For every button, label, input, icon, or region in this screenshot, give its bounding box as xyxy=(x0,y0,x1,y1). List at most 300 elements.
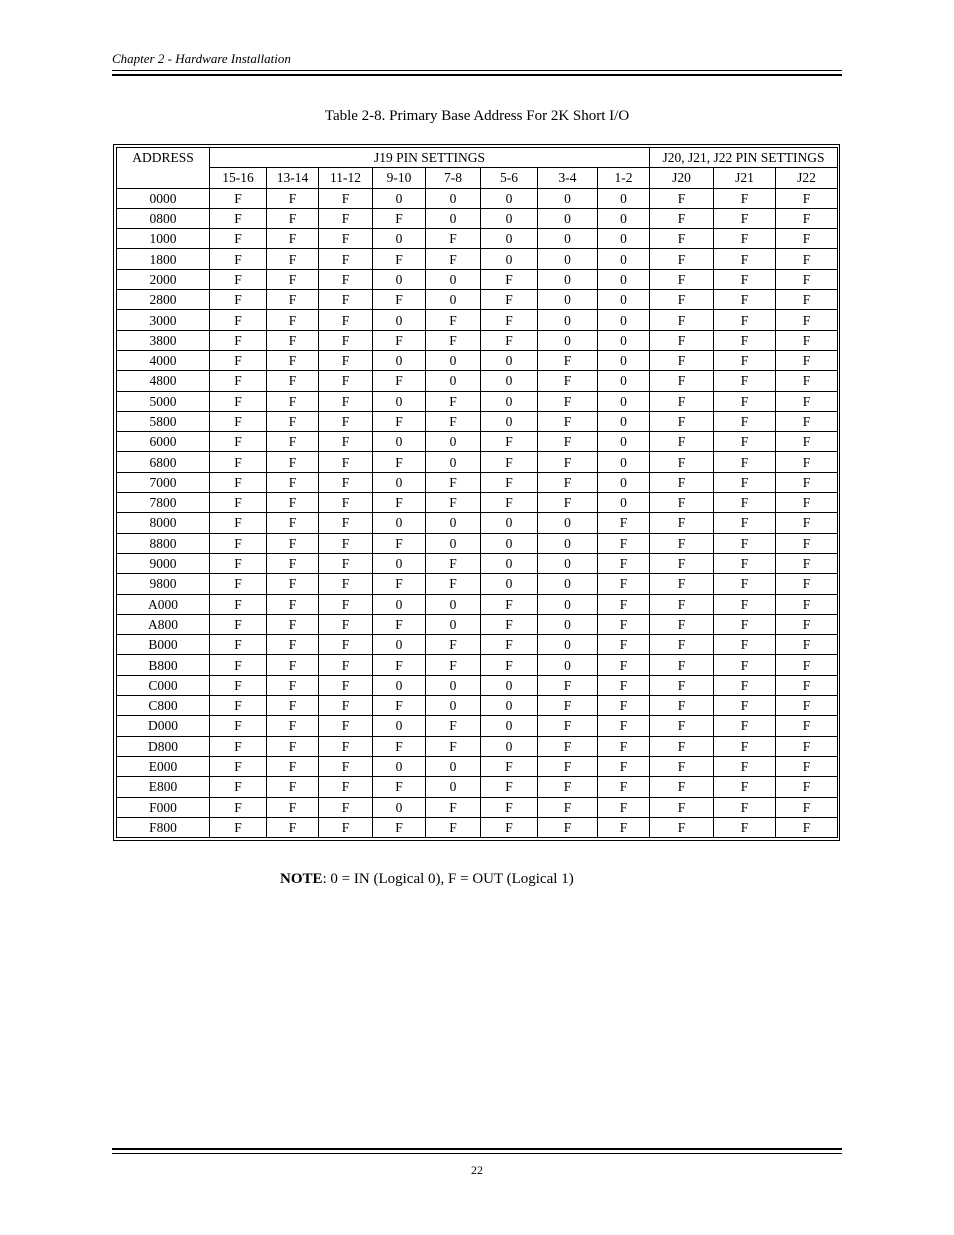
address-cell: 6000 xyxy=(117,432,210,452)
pin-setting-cell: F xyxy=(538,736,598,756)
table-row xyxy=(117,432,838,452)
pin-setting-cell: 0 xyxy=(598,208,650,228)
pin-setting-cell: 0 xyxy=(538,269,598,289)
pin-setting-cell: F xyxy=(373,817,426,837)
pin-setting-cell: 0 xyxy=(481,411,538,431)
pin-setting-cell: 0 xyxy=(598,229,650,249)
base-address-table xyxy=(116,147,838,838)
pin-setting-cell: F xyxy=(538,411,598,431)
column-header: 15-16 xyxy=(210,168,267,188)
pin-setting-cell: F xyxy=(210,432,267,452)
pin-setting-cell: 0 xyxy=(426,614,481,634)
pin-setting-cell: F xyxy=(210,756,267,776)
pin-setting-cell: F xyxy=(426,229,481,249)
pin-setting-cell: F xyxy=(319,655,373,675)
pin-setting-cell: F xyxy=(267,472,319,492)
pin-setting-cell: F xyxy=(714,188,776,208)
pin-setting-cell: 0 xyxy=(373,310,426,330)
table-row xyxy=(117,675,838,695)
pin-setting-cell: F xyxy=(650,472,714,492)
page-number: 22 xyxy=(471,1163,483,1177)
pin-setting-cell: F xyxy=(776,493,838,513)
pin-setting-cell: F xyxy=(714,553,776,573)
pin-setting-cell: 0 xyxy=(598,310,650,330)
pin-setting-cell: F xyxy=(210,533,267,553)
pin-setting-cell: F xyxy=(373,290,426,310)
pin-setting-cell: F xyxy=(426,797,481,817)
pin-setting-cell: 0 xyxy=(481,736,538,756)
pin-setting-cell: F xyxy=(210,635,267,655)
pin-setting-cell: F xyxy=(481,432,538,452)
pin-setting-cell: F xyxy=(210,330,267,350)
pin-setting-cell: F xyxy=(426,330,481,350)
address-cell: 1800 xyxy=(117,249,210,269)
pin-setting-cell: F xyxy=(714,249,776,269)
pin-setting-cell: F xyxy=(267,533,319,553)
address-cell: 6800 xyxy=(117,452,210,472)
pin-setting-cell: F xyxy=(267,614,319,634)
pin-setting-cell: F xyxy=(319,330,373,350)
pin-setting-cell: F xyxy=(267,330,319,350)
pin-setting-cell: F xyxy=(319,675,373,695)
address-cell: 1000 xyxy=(117,229,210,249)
pin-setting-cell: 0 xyxy=(373,391,426,411)
pin-setting-cell: F xyxy=(598,797,650,817)
pin-setting-cell: F xyxy=(538,432,598,452)
pin-setting-cell: 0 xyxy=(538,330,598,350)
pin-setting-cell: F xyxy=(267,817,319,837)
pin-setting-cell: 0 xyxy=(426,290,481,310)
pin-setting-cell: F xyxy=(538,675,598,695)
column-header-row xyxy=(117,168,838,188)
pin-setting-cell: F xyxy=(650,188,714,208)
pin-setting-cell: F xyxy=(267,188,319,208)
pin-setting-cell: F xyxy=(426,553,481,573)
pin-setting-cell: F xyxy=(373,533,426,553)
pin-setting-cell: 0 xyxy=(481,675,538,695)
pin-setting-cell: 0 xyxy=(538,533,598,553)
pin-setting-cell: F xyxy=(267,249,319,269)
pin-setting-cell: F xyxy=(481,614,538,634)
pin-setting-cell: F xyxy=(650,350,714,370)
pin-setting-cell: 0 xyxy=(481,229,538,249)
pin-setting-cell: F xyxy=(714,472,776,492)
pin-setting-cell: F xyxy=(776,696,838,716)
pin-setting-cell: F xyxy=(373,411,426,431)
column-header: 5-6 xyxy=(481,168,538,188)
pin-setting-cell: F xyxy=(267,736,319,756)
pin-setting-cell: F xyxy=(319,777,373,797)
pin-setting-cell: 0 xyxy=(481,696,538,716)
pin-setting-cell: F xyxy=(714,756,776,776)
pin-setting-cell: F xyxy=(319,513,373,533)
address-cell: 3000 xyxy=(117,310,210,330)
table-row xyxy=(117,330,838,350)
group-header-row xyxy=(117,148,838,168)
pin-setting-cell: F xyxy=(481,330,538,350)
pin-setting-cell: F xyxy=(776,797,838,817)
pin-setting-cell: F xyxy=(319,696,373,716)
pin-setting-cell: F xyxy=(776,432,838,452)
pin-setting-cell: F xyxy=(267,229,319,249)
pin-setting-cell: F xyxy=(598,655,650,675)
address-cell: D800 xyxy=(117,736,210,756)
pin-setting-cell: F xyxy=(776,391,838,411)
pin-setting-cell: F xyxy=(210,290,267,310)
footer-rule-bottom xyxy=(112,1153,842,1154)
pin-setting-cell: F xyxy=(319,188,373,208)
table-body xyxy=(117,188,838,838)
pin-setting-cell: F xyxy=(267,310,319,330)
column-header: 11-12 xyxy=(319,168,373,188)
pin-setting-cell: F xyxy=(714,594,776,614)
column-header: J21 xyxy=(714,168,776,188)
header-rule-bottom xyxy=(112,74,842,76)
pin-setting-cell: F xyxy=(426,655,481,675)
pin-setting-cell: F xyxy=(373,208,426,228)
pin-setting-cell: F xyxy=(481,777,538,797)
column-header: 7-8 xyxy=(426,168,481,188)
table-frame xyxy=(113,144,840,841)
pin-setting-cell: F xyxy=(650,817,714,837)
pin-setting-cell: F xyxy=(210,797,267,817)
pin-setting-cell: 0 xyxy=(426,432,481,452)
pin-setting-cell: F xyxy=(481,756,538,776)
pin-setting-cell: F xyxy=(650,614,714,634)
table-row xyxy=(117,249,838,269)
pin-setting-cell: F xyxy=(650,635,714,655)
pin-setting-cell: F xyxy=(319,553,373,573)
pin-setting-cell: F xyxy=(714,310,776,330)
table-row xyxy=(117,574,838,594)
column-header: J20 xyxy=(650,168,714,188)
pin-setting-cell: 0 xyxy=(481,350,538,370)
address-cell: 2000 xyxy=(117,269,210,289)
pin-setting-cell: F xyxy=(426,817,481,837)
pin-setting-cell: 0 xyxy=(373,472,426,492)
pin-setting-cell: 0 xyxy=(598,432,650,452)
address-cell: E800 xyxy=(117,777,210,797)
pin-setting-cell: 0 xyxy=(373,797,426,817)
pin-setting-cell: 0 xyxy=(373,756,426,776)
table-row xyxy=(117,777,838,797)
chapter-header: Chapter 2 - Hardware Installation xyxy=(112,51,291,66)
pin-setting-cell: 0 xyxy=(426,513,481,533)
pin-setting-cell: 0 xyxy=(538,249,598,269)
table-row xyxy=(117,614,838,634)
table-caption: Table 2-8. Primary Base Address For 2K Short I/O xyxy=(324,108,630,124)
pin-setting-cell: 0 xyxy=(538,229,598,249)
table-row xyxy=(117,817,838,837)
pin-setting-cell: F xyxy=(267,371,319,391)
pin-setting-cell: 0 xyxy=(426,675,481,695)
pin-setting-cell: F xyxy=(267,797,319,817)
pin-setting-cell: F xyxy=(650,594,714,614)
pin-setting-cell: F xyxy=(714,269,776,289)
pin-setting-cell: F xyxy=(776,736,838,756)
pin-setting-cell: F xyxy=(650,675,714,695)
pin-setting-cell: F xyxy=(373,614,426,634)
pin-setting-cell: F xyxy=(267,675,319,695)
pin-setting-cell: F xyxy=(538,777,598,797)
header-rule-top xyxy=(112,70,842,71)
pin-setting-cell: F xyxy=(319,208,373,228)
address-cell: 4000 xyxy=(117,350,210,370)
pin-setting-cell: 0 xyxy=(426,696,481,716)
address-cell: B000 xyxy=(117,635,210,655)
pin-setting-cell: 0 xyxy=(373,553,426,573)
pin-setting-cell: F xyxy=(538,493,598,513)
pin-setting-cell: F xyxy=(714,391,776,411)
pin-setting-cell: F xyxy=(373,655,426,675)
pin-setting-cell: F xyxy=(776,269,838,289)
address-cell: 7000 xyxy=(117,472,210,492)
address-cell: 0000 xyxy=(117,188,210,208)
pin-setting-cell: F xyxy=(210,229,267,249)
pin-setting-cell: F xyxy=(210,614,267,634)
pin-setting-cell: F xyxy=(210,472,267,492)
pin-setting-cell: F xyxy=(426,716,481,736)
footer-rule-top xyxy=(112,1148,842,1150)
pin-setting-cell: F xyxy=(481,493,538,513)
pin-setting-cell: 0 xyxy=(598,411,650,431)
j20-j22-group-header: J20, J21, J22 PIN SETTINGS xyxy=(650,148,838,168)
pin-setting-cell: F xyxy=(776,614,838,634)
pin-setting-cell: F xyxy=(714,635,776,655)
pin-setting-cell: F xyxy=(481,269,538,289)
pin-setting-cell: F xyxy=(650,696,714,716)
pin-setting-cell: F xyxy=(210,411,267,431)
pin-setting-cell: F xyxy=(319,452,373,472)
pin-setting-cell: F xyxy=(481,290,538,310)
pin-setting-cell: 0 xyxy=(598,493,650,513)
pin-setting-cell: F xyxy=(650,290,714,310)
pin-setting-cell: F xyxy=(267,635,319,655)
address-cell: C800 xyxy=(117,696,210,716)
table-row xyxy=(117,553,838,573)
column-header: 13-14 xyxy=(267,168,319,188)
pin-setting-cell: F xyxy=(714,574,776,594)
pin-setting-cell: F xyxy=(319,249,373,269)
pin-setting-cell: 0 xyxy=(481,513,538,533)
pin-setting-cell: F xyxy=(538,817,598,837)
pin-setting-cell: F xyxy=(319,594,373,614)
pin-setting-cell: 0 xyxy=(481,533,538,553)
pin-setting-cell: F xyxy=(210,817,267,837)
pin-setting-cell: F xyxy=(650,269,714,289)
pin-setting-cell: F xyxy=(714,655,776,675)
table-row xyxy=(117,269,838,289)
pin-setting-cell: 0 xyxy=(481,249,538,269)
pin-setting-cell: 0 xyxy=(426,208,481,228)
pin-setting-cell: F xyxy=(481,797,538,817)
pin-setting-cell: F xyxy=(714,411,776,431)
note xyxy=(280,871,574,888)
pin-setting-cell: F xyxy=(776,777,838,797)
pin-setting-cell: 0 xyxy=(481,371,538,391)
pin-setting-cell: F xyxy=(538,350,598,370)
pin-setting-cell: F xyxy=(481,635,538,655)
pin-setting-cell: F xyxy=(319,290,373,310)
pin-setting-cell: F xyxy=(267,350,319,370)
pin-setting-cell: 0 xyxy=(426,533,481,553)
pin-setting-cell: F xyxy=(598,553,650,573)
pin-setting-cell: 0 xyxy=(538,635,598,655)
pin-setting-cell: F xyxy=(319,493,373,513)
pin-setting-cell: F xyxy=(650,208,714,228)
pin-setting-cell: 0 xyxy=(373,716,426,736)
pin-setting-cell: F xyxy=(267,493,319,513)
pin-setting-cell: 0 xyxy=(598,290,650,310)
pin-setting-cell: F xyxy=(598,614,650,634)
pin-setting-cell: F xyxy=(426,472,481,492)
pin-setting-cell: F xyxy=(776,513,838,533)
pin-setting-cell: F xyxy=(210,269,267,289)
pin-setting-cell: F xyxy=(319,371,373,391)
pin-setting-cell: F xyxy=(776,371,838,391)
pin-setting-cell: F xyxy=(210,310,267,330)
table-row xyxy=(117,411,838,431)
pin-setting-cell: F xyxy=(210,513,267,533)
pin-setting-cell: 0 xyxy=(426,452,481,472)
address-cell: D000 xyxy=(117,716,210,736)
address-cell: 3800 xyxy=(117,330,210,350)
pin-setting-cell: F xyxy=(714,675,776,695)
address-header: ADDRESS xyxy=(117,148,210,189)
address-cell: A800 xyxy=(117,614,210,634)
pin-setting-cell: F xyxy=(267,756,319,776)
pin-setting-cell: F xyxy=(319,736,373,756)
j19-group-header: J19 PIN SETTINGS xyxy=(210,148,650,168)
pin-setting-cell: F xyxy=(319,574,373,594)
pin-setting-cell: 0 xyxy=(538,614,598,634)
pin-setting-cell: 0 xyxy=(598,188,650,208)
pin-setting-cell: F xyxy=(598,594,650,614)
pin-setting-cell: F xyxy=(650,229,714,249)
pin-setting-cell: 0 xyxy=(426,350,481,370)
pin-setting-cell: 0 xyxy=(373,635,426,655)
pin-setting-cell: 0 xyxy=(481,574,538,594)
table-row xyxy=(117,310,838,330)
pin-setting-cell: F xyxy=(481,472,538,492)
pin-setting-cell: F xyxy=(210,249,267,269)
address-cell: 2800 xyxy=(117,290,210,310)
pin-setting-cell: F xyxy=(373,736,426,756)
pin-setting-cell: F xyxy=(714,716,776,736)
pin-setting-cell: F xyxy=(319,716,373,736)
pin-setting-cell: 0 xyxy=(426,188,481,208)
note-label: NOTE xyxy=(280,871,323,887)
pin-setting-cell: 0 xyxy=(481,208,538,228)
pin-setting-cell: F xyxy=(650,716,714,736)
pin-setting-cell: F xyxy=(481,452,538,472)
pin-setting-cell: F xyxy=(210,777,267,797)
pin-setting-cell: F xyxy=(776,452,838,472)
pin-setting-cell: F xyxy=(319,411,373,431)
pin-setting-cell: F xyxy=(426,310,481,330)
pin-setting-cell: F xyxy=(714,797,776,817)
table-row xyxy=(117,533,838,553)
address-cell: 4800 xyxy=(117,371,210,391)
pin-setting-cell: F xyxy=(776,716,838,736)
pin-setting-cell: F xyxy=(267,290,319,310)
pin-setting-cell: F xyxy=(650,797,714,817)
pin-setting-cell: F xyxy=(714,736,776,756)
pin-setting-cell: F xyxy=(714,817,776,837)
pin-setting-cell: F xyxy=(538,472,598,492)
pin-setting-cell: F xyxy=(776,533,838,553)
pin-setting-cell: F xyxy=(714,777,776,797)
pin-setting-cell: F xyxy=(426,493,481,513)
pin-setting-cell: 0 xyxy=(373,432,426,452)
pin-setting-cell: 0 xyxy=(598,249,650,269)
pin-setting-cell: 0 xyxy=(426,594,481,614)
table-row xyxy=(117,493,838,513)
pin-setting-cell: F xyxy=(538,696,598,716)
pin-setting-cell: F xyxy=(598,716,650,736)
table-row xyxy=(117,472,838,492)
table-row xyxy=(117,756,838,776)
pin-setting-cell: F xyxy=(776,290,838,310)
pin-setting-cell: F xyxy=(776,594,838,614)
pin-setting-cell: F xyxy=(373,249,426,269)
pin-setting-cell: F xyxy=(538,371,598,391)
pin-setting-cell: F xyxy=(373,371,426,391)
table-row xyxy=(117,655,838,675)
pin-setting-cell: F xyxy=(319,635,373,655)
pin-setting-cell: F xyxy=(373,493,426,513)
pin-setting-cell: F xyxy=(267,594,319,614)
pin-setting-cell: 0 xyxy=(426,756,481,776)
pin-setting-cell: F xyxy=(650,574,714,594)
pin-setting-cell: F xyxy=(776,655,838,675)
pin-setting-cell: F xyxy=(714,208,776,228)
pin-setting-cell: 0 xyxy=(538,513,598,533)
pin-setting-cell: F xyxy=(319,817,373,837)
pin-setting-cell: F xyxy=(650,411,714,431)
pin-setting-cell: F xyxy=(650,777,714,797)
pin-setting-cell: F xyxy=(426,391,481,411)
address-cell: 0800 xyxy=(117,208,210,228)
pin-setting-cell: 0 xyxy=(481,716,538,736)
table-row xyxy=(117,371,838,391)
pin-setting-cell: F xyxy=(267,777,319,797)
pin-setting-cell: 0 xyxy=(481,553,538,573)
pin-setting-cell: F xyxy=(776,208,838,228)
pin-setting-cell: F xyxy=(776,350,838,370)
pin-setting-cell: F xyxy=(210,553,267,573)
pin-setting-cell: F xyxy=(426,411,481,431)
pin-setting-cell: F xyxy=(650,655,714,675)
pin-setting-cell: F xyxy=(598,533,650,553)
pin-setting-cell: 0 xyxy=(538,574,598,594)
pin-setting-cell: F xyxy=(776,675,838,695)
table-row xyxy=(117,229,838,249)
pin-setting-cell: F xyxy=(776,310,838,330)
pin-setting-cell: F xyxy=(426,736,481,756)
pin-setting-cell: F xyxy=(210,696,267,716)
table-row xyxy=(117,513,838,533)
pin-setting-cell: F xyxy=(598,817,650,837)
pin-setting-cell: 0 xyxy=(481,188,538,208)
pin-setting-cell: F xyxy=(210,452,267,472)
pin-setting-cell: F xyxy=(426,249,481,269)
pin-setting-cell: F xyxy=(267,411,319,431)
pin-setting-cell: F xyxy=(650,736,714,756)
pin-setting-cell: F xyxy=(776,472,838,492)
table-row xyxy=(117,635,838,655)
pin-setting-cell: 0 xyxy=(598,472,650,492)
